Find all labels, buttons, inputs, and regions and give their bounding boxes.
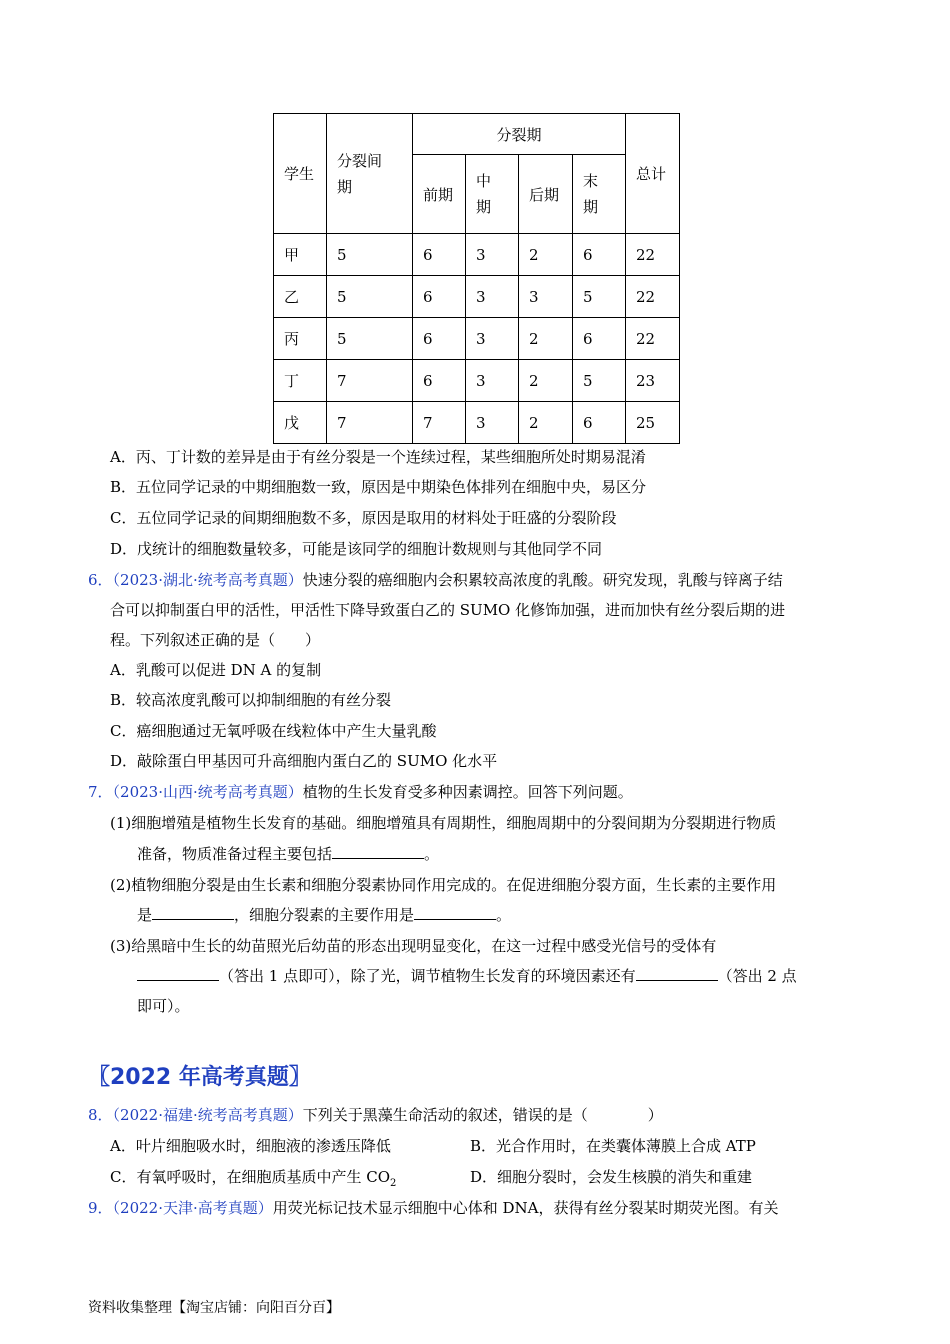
question-6-stem <box>88 569 783 590</box>
table-cell: 5 <box>573 360 626 402</box>
q8-option-a: A．叶片细胞吸水时，细胞液的渗透压降低 <box>110 1137 391 1155</box>
table-cell: 2 <box>519 234 573 276</box>
table-row <box>274 234 680 276</box>
cell-count-table <box>273 113 680 444</box>
table-cell: 6 <box>573 402 626 444</box>
table-cell: 6 <box>413 318 466 360</box>
q5-option-a: A．丙、丁计数的差异是由于有丝分裂是一个连续过程，某些细胞所处时期易混淆 <box>110 448 646 466</box>
q8-option-d: D．细胞分裂时，会发生核膜的消失和重建 <box>470 1168 753 1186</box>
page-footer: 资料收集整理【淘宝店铺：向阳百分百】 <box>88 1300 340 1316</box>
question-number: 6． <box>88 571 113 589</box>
table-cell: 戊 <box>274 402 327 444</box>
question-text: 快速分裂的癌细胞内会积累较高浓度的乳酸。研究发现，乳酸与锌离子结 <box>302 571 783 589</box>
table-cell: 5 <box>573 276 626 318</box>
q7-part-3-line-2: （答出 1 点即可），除了光，调节植物生长发育的环境因素还有 （答出 2 点 <box>137 965 797 986</box>
question-source: （2022·天津·高考真题） <box>112 1199 273 1217</box>
table-cell: 3 <box>519 276 573 318</box>
question-source: （2023·山西·统考高考真题） <box>112 783 303 801</box>
table-cell: 25 <box>626 402 680 444</box>
table-cell: 3 <box>466 402 519 444</box>
q5-option-b: B．五位同学记录的中期细胞数一致，原因是中期染色体排列在细胞中央，易区分 <box>110 478 647 496</box>
table-row <box>274 402 680 444</box>
question-number: 9． <box>88 1199 113 1217</box>
section-heading: 〖2022 年高考真题〗 <box>88 1065 311 1090</box>
table-cell: 3 <box>466 276 519 318</box>
question-8-stem <box>88 1104 663 1125</box>
q5-option-c: C．五位同学记录的间期细胞数不多，原因是取用的材料处于旺盛的分裂阶段 <box>110 509 617 527</box>
q7-part-1-line-2: 准备，物质准备过程主要包括 。 <box>137 845 440 863</box>
question-text: 用荧光标记技术显示细胞中心体和 DNA，获得有丝分裂某时期荧光图。有关 <box>272 1199 779 1217</box>
table-cell: 6 <box>413 276 466 318</box>
q6-option-b: B．较高浓度乳酸可以抑制细胞的有丝分裂 <box>110 691 392 709</box>
table-cell: 5 <box>327 234 413 276</box>
table-cell: 7 <box>327 402 413 444</box>
table-cell: 3 <box>466 318 519 360</box>
table-cell: 3 <box>466 360 519 402</box>
header-student: 学生 <box>274 114 327 234</box>
table-row <box>274 318 680 360</box>
answer-blank[interactable] <box>332 844 424 859</box>
table-cell: 6 <box>573 318 626 360</box>
answer-blank[interactable] <box>152 905 234 920</box>
table-cell: 7 <box>327 360 413 402</box>
q6-option-d: D．敲除蛋白甲基因可升高细胞内蛋白乙的 SUMO 化水平 <box>110 752 498 770</box>
answer-blank[interactable] <box>137 966 219 981</box>
table-cell: 甲 <box>274 234 327 276</box>
question-number: 7． <box>88 783 113 801</box>
q8-option-c: C．有氧呼吸时，在细胞质基质中产生 $CO_2$ <box>110 1168 397 1189</box>
table-cell: 2 <box>519 318 573 360</box>
question-source: （2023·湖北·统考高考真题） <box>112 571 303 589</box>
table-cell: 22 <box>626 276 680 318</box>
table-cell: 3 <box>466 234 519 276</box>
table-cell: 22 <box>626 234 680 276</box>
table-cell: 丙 <box>274 318 327 360</box>
q6-option-c: C．癌细胞通过无氧呼吸在线粒体中产生大量乳酸 <box>110 722 437 740</box>
header-prophase: 前期 <box>413 155 466 234</box>
table-cell: 乙 <box>274 276 327 318</box>
table-cell: 5 <box>327 318 413 360</box>
question-6-line-2: 合可以抑制蛋白甲的活性，甲活性下降导致蛋白乙的 SUMO 化修饰加强，进而加快有丝分裂后期的进 <box>110 601 786 619</box>
table-cell: 23 <box>626 360 680 402</box>
answer-blank[interactable] <box>636 966 718 981</box>
header-interphase: 分裂间 期 <box>327 114 413 234</box>
table-row <box>274 276 680 318</box>
table-cell: 2 <box>519 360 573 402</box>
table-cell: 6 <box>413 234 466 276</box>
q7-part-3-line-3: 即可）。 <box>137 997 190 1015</box>
question-7-stem <box>88 781 633 802</box>
header-total: 总计 <box>626 114 680 234</box>
question-text: 下列关于黑藻生命活动的叙述，错误的是（ ） <box>302 1106 663 1124</box>
q6-option-a: A．乳酸可以促进 DN A 的复制 <box>110 661 322 679</box>
q7-part-2-line-1: (2)植物细胞分裂是由生长素和细胞分裂素协同作用完成的。在促进细胞分裂方面，生长素的主要作用 <box>110 876 777 894</box>
q7-part-1-line-1: (1)细胞增殖是植物生长发育的基础。细胞增殖具有周期性，细胞周期中的分裂间期为分裂期进行物质 <box>110 814 777 832</box>
question-6-line-3: 程。下列叙述正确的是（ ） <box>110 631 321 649</box>
q7-part-3-line-1: (3)给黑暗中生长的幼苗照光后幼苗的形态出现明显变化，在这一过程中感受光信号的受体有 <box>110 937 717 955</box>
header-mitosis: 分裂期 <box>413 114 626 155</box>
table-cell: 2 <box>519 402 573 444</box>
header-anaphase: 后期 <box>519 155 573 234</box>
table-cell: 7 <box>413 402 466 444</box>
question-9-stem <box>88 1197 779 1218</box>
question-number: 8． <box>88 1106 113 1124</box>
header-telophase: 末 期 <box>573 155 626 234</box>
table-cell: 5 <box>327 276 413 318</box>
question-source: （2022·福建·统考高考真题） <box>112 1106 303 1124</box>
table-cell: 22 <box>626 318 680 360</box>
q8-option-b: B．光合作用时，在类囊体薄膜上合成 ATP <box>470 1137 756 1155</box>
q5-option-d: D．戊统计的细胞数量较多，可能是该同学的细胞计数规则与其他同学不同 <box>110 540 603 558</box>
table-cell: 丁 <box>274 360 327 402</box>
question-text: 植物的生长发育受多种因素调控。回答下列问题。 <box>302 783 633 801</box>
q7-part-2-line-2: 是 ，细胞分裂素的主要作用是 。 <box>137 906 512 924</box>
answer-blank[interactable] <box>414 905 496 920</box>
table-cell: 6 <box>413 360 466 402</box>
header-metaphase: 中 期 <box>466 155 519 234</box>
table-row <box>274 360 680 402</box>
table-cell: 6 <box>573 234 626 276</box>
